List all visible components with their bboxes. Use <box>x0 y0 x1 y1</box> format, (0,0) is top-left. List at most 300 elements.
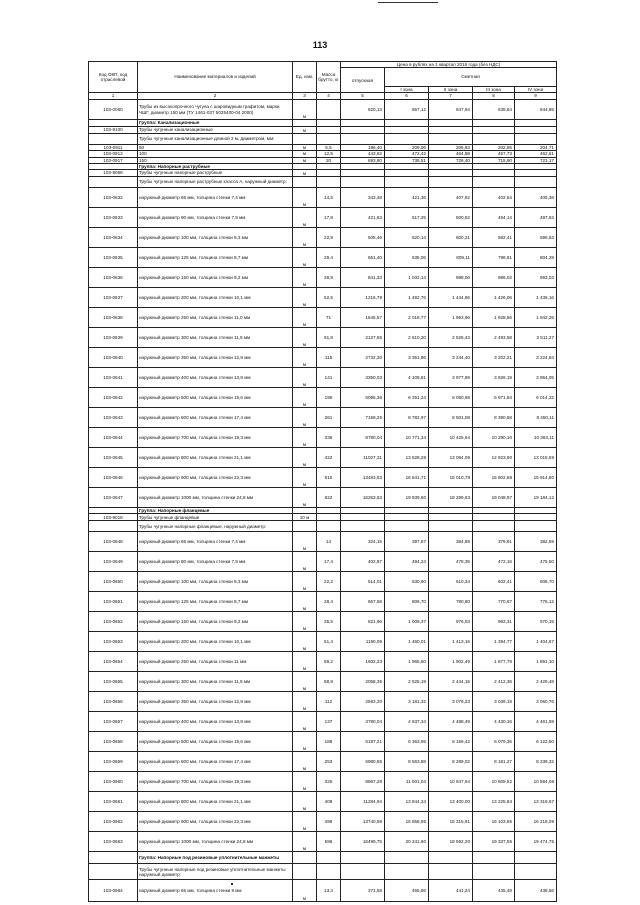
zone2-price-cell: 976,03 <box>429 612 473 632</box>
table-row <box>89 248 557 268</box>
mass-cell: 261 <box>317 408 341 428</box>
scan-dot <box>231 883 233 885</box>
zone1-price-cell: 738,51 <box>385 157 429 163</box>
name-cell: наружный диаметр 900 мм, толщина стенки 22,3 мм <box>138 468 293 488</box>
table-row <box>89 177 557 188</box>
zone4-price-cell <box>515 134 557 145</box>
mass-cell: 253 <box>317 752 341 772</box>
zone1-price-cell: 2 610,20 <box>385 328 429 348</box>
code-cell <box>89 852 138 864</box>
release-price-cell: 324,15 <box>341 532 385 552</box>
mass-cell: 14,5 <box>317 188 341 208</box>
mass-cell: 71 <box>317 308 341 328</box>
unit-cell: м <box>293 652 317 672</box>
zone4-price-cell <box>515 514 557 521</box>
table-row <box>89 864 557 880</box>
zone3-price-cell: 19 048,97 <box>473 488 515 508</box>
release-price-cell: 1645,57 <box>341 308 385 328</box>
mass-cell <box>317 134 341 145</box>
release-price-cell: 13740,59 <box>341 812 385 832</box>
name-cell: наружный диаметр 125 мм, толщина стенки 8,7 мм <box>138 592 293 612</box>
code-cell: 103-0651 <box>89 592 138 612</box>
release-price-cell: 443,62 <box>341 151 385 157</box>
name-cell: наружный диаметр 400 мм, толщина стенки 13,8 мм <box>138 712 293 732</box>
zone1-price-cell: 8 563,88 <box>385 752 429 772</box>
code-cell: 103-0640 <box>89 348 138 368</box>
name-cell: 100 <box>138 151 293 157</box>
unit-cell: м <box>293 308 317 328</box>
name-cell: наружный диаметр 600 мм, толщина стенки 17,4 мм <box>138 408 293 428</box>
zone4-price-cell: 3 224,94 <box>515 348 557 368</box>
zone3-price-cell: 963,31 <box>473 612 515 632</box>
code-cell: 103-0663 <box>89 832 138 852</box>
release-price-cell: 1602,23 <box>341 652 385 672</box>
unit-cell: м <box>293 127 317 134</box>
zone3-price-cell: 13 225,84 <box>473 792 515 812</box>
mass-cell: 336 <box>317 428 341 448</box>
code-cell <box>89 864 138 880</box>
unit-cell: м <box>293 328 317 348</box>
column-number: 2 <box>138 93 293 100</box>
unit-cell: м <box>293 552 317 572</box>
zone1-price-cell: 209,06 <box>385 145 429 151</box>
code-cell: 103-0646 <box>89 468 138 488</box>
zone1-price-cell: 1 008,37 <box>385 612 429 632</box>
mass-cell: 409 <box>317 792 341 812</box>
zone3-price-cell: 435,48 <box>473 880 515 902</box>
mass-cell: 51,4 <box>317 632 341 652</box>
name-cell: наружный диаметр 700 мм, толщина стенки 19,3 мм <box>138 772 293 792</box>
zone1-price-cell: 6 363,65 <box>385 732 429 752</box>
zone2-price-cell: 13 400,00 <box>429 792 473 812</box>
zone3-price-cell: 15 802,68 <box>473 468 515 488</box>
name-cell: наружный диаметр 65 мм, толщина стенки 7,4 мм <box>138 188 293 208</box>
zone1-price-cell: 397,67 <box>385 532 429 552</box>
name-cell: Трубы чугунные напорные под резиновые уплотнительные манжеты наружный диаметр: <box>138 864 293 880</box>
release-price-cell: 841,33 <box>341 268 385 288</box>
zone3-price-cell: 19 337,55 <box>473 832 515 852</box>
zone1-price-cell: 16 541,71 <box>385 468 429 488</box>
name-cell: наружный диаметр 400 мм, толщина стенки 13,8 мм <box>138 368 293 388</box>
header-zone-1: I зона <box>385 86 429 92</box>
release-price-cell <box>341 134 385 145</box>
name-cell: наружный диаметр 1000 мм, толщина стенки 24,8 мм <box>138 832 293 852</box>
zone2-price-cell: 1 444,86 <box>429 288 473 308</box>
zone4-price-cell: 723,17 <box>515 157 557 163</box>
unit-cell: м <box>293 592 317 612</box>
zone4-price-cell: 606,70 <box>515 572 557 592</box>
zone3-price-cell: 1 928,56 <box>473 308 515 328</box>
zone4-price-cell: 475,50 <box>515 552 557 572</box>
zone4-price-cell: 3 954,05 <box>515 368 557 388</box>
unit-cell: м <box>293 388 317 408</box>
zone3-price-cell: 798,61 <box>473 248 515 268</box>
column-number: 4 <box>317 93 341 100</box>
table-row <box>89 408 557 428</box>
zone2-price-cell: 3 244,40 <box>429 348 473 368</box>
release-price-cell: 2058,35 <box>341 672 385 692</box>
column-number: 5 <box>341 93 385 100</box>
zone3-price-cell: 986,02 <box>473 268 515 288</box>
zone2-price-cell: 16 010,78 <box>429 468 473 488</box>
release-price-cell: 2593,20 <box>341 692 385 712</box>
zone1-price-cell: 4 109,81 <box>385 368 429 388</box>
zone4-price-cell: 1 891,10 <box>515 652 557 672</box>
unit-cell: м <box>293 532 317 552</box>
table-row <box>89 752 557 772</box>
zone1-price-cell: 3 351,96 <box>385 348 429 368</box>
mass-cell <box>317 864 341 880</box>
unit-cell: м <box>293 151 317 157</box>
unit-cell: м <box>293 208 317 228</box>
zone1-price-cell: 635,06 <box>385 248 429 268</box>
name-cell: наружный диаметр 65 мм, толщина стенки 7,4 мм <box>138 532 293 552</box>
column-number-row <box>89 93 557 100</box>
unit-cell: м <box>293 170 317 177</box>
code-cell: 103-0642 <box>89 388 138 408</box>
table-row <box>89 812 557 832</box>
table-row <box>89 521 557 532</box>
mass-cell: 36,9 <box>317 268 341 288</box>
table-row <box>89 388 557 408</box>
group-row <box>89 852 557 864</box>
zone1-price-cell: 2 525,19 <box>385 672 429 692</box>
code-cell: 103-9018 <box>89 514 138 521</box>
release-price-cell: 16253,53 <box>341 488 385 508</box>
unit-cell: м <box>293 188 317 208</box>
zone4-price-cell: 2 511,27 <box>515 328 557 348</box>
zone4-price-cell: 970,15 <box>515 612 557 632</box>
mass-cell <box>317 852 341 864</box>
zone3-price-cell: 8 390,58 <box>473 408 515 428</box>
zone1-price-cell: 8 782,97 <box>385 408 429 428</box>
unit-cell <box>293 134 317 145</box>
header-code: Код ОКП, код отраслевой <box>89 62 138 93</box>
code-cell: 103-0632 <box>89 188 138 208</box>
code-cell: 103-0658 <box>89 732 138 752</box>
zone1-price-cell: 806,70 <box>385 592 429 612</box>
name-cell: наружный диаметр 800 мм, толщина стенки 21,1 мм <box>138 792 293 812</box>
zone3-price-cell: 602,41 <box>473 572 515 592</box>
release-price-cell: 3350,03 <box>341 368 385 388</box>
table-row <box>89 170 557 177</box>
name-cell: Трубы чугунные напорные фланцевые, наружный диаметр: <box>138 521 293 532</box>
code-cell: 103-0652 <box>89 612 138 632</box>
zone1-price-cell: 11 001,04 <box>385 772 429 792</box>
zone1-price-cell: 20 241,60 <box>385 832 429 852</box>
code-cell <box>89 177 138 188</box>
unit-cell: м <box>293 408 317 428</box>
zone2-price-cell: 8 501,08 <box>429 408 473 428</box>
table-row <box>89 514 557 521</box>
zone3-price-cell: 379,91 <box>473 532 515 552</box>
mass-cell: 20 <box>317 157 341 163</box>
mass-cell: 498 <box>317 812 341 832</box>
table-row <box>89 188 557 208</box>
name-cell: наружный диаметр 350 мм, толщина стенки 12,8 мм <box>138 692 293 712</box>
release-price-cell: 402,87 <box>341 552 385 572</box>
zone2-price-cell: 726,40 <box>429 157 473 163</box>
zone2-price-cell: 3 977,89 <box>429 368 473 388</box>
zone2-price-cell: 16 315,91 <box>429 812 473 832</box>
name-cell: наружный диаметр 300 мм, толщина стенки 11,9 мм <box>138 672 293 692</box>
header-zone-2: II зона <box>429 86 473 92</box>
mass-cell: 69,2 <box>317 652 341 672</box>
mass-cell: 5,5 <box>317 145 341 151</box>
release-price-cell <box>341 127 385 134</box>
name-cell: наружный диаметр 900 мм, толщина стенки 22,3 мм <box>138 812 293 832</box>
mass-cell: 22,9 <box>317 228 341 248</box>
zone1-price-cell: 1 965,60 <box>385 652 429 672</box>
code-cell: 103-0656 <box>89 692 138 712</box>
zone4-price-cell: 405,38 <box>515 188 557 208</box>
zone3-price-cell <box>473 120 515 127</box>
table-row <box>89 208 557 228</box>
unit-cell: м <box>293 488 317 508</box>
mass-cell <box>317 120 341 127</box>
table-row <box>89 127 557 134</box>
zone1-price-cell: 4 637,34 <box>385 712 429 732</box>
name-cell: наружный диаметр 200 мм, толщина стенки 10,1 мм <box>138 288 293 308</box>
code-cell: 103-0917 <box>89 157 138 163</box>
zone4-price-cell: 4 461,59 <box>515 712 557 732</box>
unit-cell: м <box>293 248 317 268</box>
zone1-price-cell <box>385 852 429 864</box>
column-number: 3 <box>293 93 317 100</box>
table-row <box>89 572 557 592</box>
zone4-price-cell <box>515 864 557 880</box>
zone3-price-cell: 472,16 <box>473 552 515 572</box>
table-row <box>89 672 557 692</box>
code-cell: 103-0641 <box>89 368 138 388</box>
zone1-price-cell <box>385 514 429 521</box>
name-cell: наружный диаметр 250 мм, толщина стенки 11,0 мм <box>138 308 293 328</box>
zone3-price-cell <box>473 864 515 880</box>
header-zone-3: III зона <box>473 86 515 92</box>
name-cell: наружный диаметр 100 мм, толщина стенки 8,3 мм <box>138 228 293 248</box>
unit-cell: м <box>293 100 317 120</box>
release-price-cell: 5187,21 <box>341 732 385 752</box>
zone3-price-cell: 12 923,90 <box>473 448 515 468</box>
unit-cell: м <box>293 288 317 308</box>
zone2-price-cell: 205,83 <box>429 145 473 151</box>
unit-cell: м <box>293 712 317 732</box>
zone2-price-cell: 13 094,09 <box>429 448 473 468</box>
zone2-price-cell: 407,62 <box>429 188 473 208</box>
zone2-price-cell: 500,62 <box>429 208 473 228</box>
zone4-price-cell: 596,63 <box>515 228 557 248</box>
unit-cell <box>293 120 317 127</box>
code-cell: 103-0657 <box>89 712 138 732</box>
zone4-price-cell: 13 015,59 <box>515 448 557 468</box>
zone3-price-cell: 6 079,35 <box>473 732 515 752</box>
zone4-price-cell: 15 914,80 <box>515 468 557 488</box>
zone4-price-cell: 462,61 <box>515 151 557 157</box>
table-row <box>89 134 557 145</box>
release-price-cell: 2127,65 <box>341 328 385 348</box>
release-price-cell: 343,48 <box>341 188 385 208</box>
header-zone-4: IV зона <box>515 86 557 92</box>
unit-cell: м <box>293 612 317 632</box>
mass-cell: 188 <box>317 732 341 752</box>
table-row <box>89 612 557 632</box>
zone3-price-cell <box>473 170 515 177</box>
mass-cell: 35,5 <box>317 612 341 632</box>
release-price-cell: 421,63 <box>341 208 385 228</box>
zone3-price-cell <box>473 521 515 532</box>
top-scan-mark <box>378 2 438 3</box>
table-row <box>89 428 557 448</box>
release-price-cell: 821,96 <box>341 612 385 632</box>
unit-cell: м <box>293 692 317 712</box>
zone3-price-cell: 592,41 <box>473 228 515 248</box>
name-cell: наружный диаметр 150 мм, толщина стенки 9,2 мм <box>138 268 293 288</box>
zone2-price-cell: 2 526,43 <box>429 328 473 348</box>
zone2-price-cell: 478,35 <box>429 552 473 572</box>
unit-cell <box>293 521 317 532</box>
zone1-price-cell: 6 251,24 <box>385 388 429 408</box>
zone3-price-cell <box>473 177 515 188</box>
zone4-price-cell: 993,03 <box>515 268 557 288</box>
name-cell: наружный диаметр 800 мм, толщина стенки 21,1 мм <box>138 448 293 468</box>
release-price-cell: 657,58 <box>341 592 385 612</box>
code-cell: 103-0655 <box>89 672 138 692</box>
name-cell: наружный диаметр 600 мм, толщина стенки 17,4 мм <box>138 752 293 772</box>
zone1-price-cell <box>385 120 429 127</box>
table-row <box>89 592 557 612</box>
table-row <box>89 552 557 572</box>
zone1-price-cell: 1 460,01 <box>385 632 429 652</box>
zone1-price-cell: 620,14 <box>385 228 429 248</box>
zone2-price-cell: 10 425,64 <box>429 428 473 448</box>
header-release-price: отпускная <box>341 68 385 93</box>
zone2-price-cell: 1 902,49 <box>429 652 473 672</box>
mass-cell: 137 <box>317 712 341 732</box>
name-cell: наружный диаметр 100 мм, толщина стенки 8,3 мм <box>138 572 293 592</box>
name-cell: Трубы чугунные канализационные <box>138 127 293 134</box>
zone3-price-cell: 770,67 <box>473 592 515 612</box>
table-row <box>89 692 557 712</box>
zone1-price-cell <box>385 864 429 880</box>
code-cell <box>89 134 138 145</box>
zone2-price-cell: 647,94 <box>429 100 473 120</box>
unit-cell: м <box>293 428 317 448</box>
code-cell: 103-0645 <box>89 448 138 468</box>
zone1-price-cell <box>385 134 429 145</box>
release-price-cell <box>341 864 385 880</box>
zone1-price-cell: 494,24 <box>385 552 429 572</box>
table-row <box>89 368 557 388</box>
zone2-price-cell <box>429 120 473 127</box>
release-price-cell <box>341 514 385 521</box>
release-price-cell <box>341 521 385 532</box>
unit-cell: м <box>293 448 317 468</box>
code-cell: 103-0659 <box>89 752 138 772</box>
zone2-price-cell <box>429 127 473 134</box>
zone3-price-cell: 202,55 <box>473 145 515 151</box>
mass-cell <box>317 127 341 134</box>
zone4-price-cell: 1 404,67 <box>515 632 557 652</box>
release-price-cell: 620,13 <box>341 100 385 120</box>
zone2-price-cell: 610,34 <box>429 572 473 592</box>
header-price: Цена в рублях на 1 квартал 2016 года (без НДС) <box>341 62 557 68</box>
zone3-price-cell: 3 926,19 <box>473 368 515 388</box>
zone4-price-cell: 1 436,16 <box>515 288 557 308</box>
code-cell: 103-0050 <box>89 100 138 120</box>
unit-cell: м <box>293 772 317 792</box>
code-cell <box>89 521 138 532</box>
mass-cell: 596 <box>317 832 341 852</box>
zone1-price-cell <box>385 521 429 532</box>
unit-cell: м <box>293 468 317 488</box>
zone2-price-cell: 19 299,63 <box>429 488 473 508</box>
zone2-price-cell <box>429 864 473 880</box>
zone4-price-cell: 804,29 <box>515 248 557 268</box>
zone1-price-cell: 2 018,77 <box>385 308 429 328</box>
zone4-price-cell <box>515 127 557 134</box>
mass-cell <box>317 514 341 521</box>
zone1-price-cell <box>385 177 429 188</box>
mass-cell: 52,5 <box>317 288 341 308</box>
zone3-price-cell: 10 509,52 <box>473 772 515 792</box>
mass-cell: 17,8 <box>317 208 341 228</box>
zone2-price-cell <box>429 852 473 864</box>
unit-cell: м <box>293 348 317 368</box>
name-cell: наружный диаметр 300 мм, толщина стенки 11,9 мм <box>138 328 293 348</box>
name-cell: Трубы чугунные канализационные длиной 2 м, диаметром, мм: <box>138 134 293 145</box>
price-table-body <box>89 100 557 902</box>
unit-cell: м <box>293 832 317 852</box>
column-number: 9 <box>515 93 557 100</box>
table-row <box>89 632 557 652</box>
name-cell: Трубы из высокопрочного чугуна с шаровидным графитом, марки ЧШГ, диаметр 150 мм (ТУ 1461-037 5025400-04 2000) <box>138 100 293 120</box>
zone3-price-cell: 8 181,27 <box>473 752 515 772</box>
code-cell: 103-0649 <box>89 552 138 572</box>
zone4-price-cell: 776,12 <box>515 592 557 612</box>
code-cell: 103-0647 <box>89 488 138 508</box>
zone1-price-cell: 517,25 <box>385 208 429 228</box>
name-cell: наружный диаметр 700 мм, толщина стенки 19,3 мм <box>138 428 293 448</box>
mass-cell <box>317 170 341 177</box>
code-cell: 103-0650 <box>89 572 138 592</box>
mass-cell: 325 <box>317 772 341 792</box>
zone1-price-cell <box>385 127 429 134</box>
release-price-cell: 1190,09 <box>341 632 385 652</box>
zone2-price-cell: 441,24 <box>429 880 473 902</box>
zone3-price-cell: 494,14 <box>473 208 515 228</box>
page-number: 113 <box>312 40 328 50</box>
name-cell: наружный диаметр 350 мм, толщина стенки 12,8 мм <box>138 348 293 368</box>
header-unit: Ед. изм. <box>293 62 317 93</box>
code-cell: 103-0635 <box>89 248 138 268</box>
zone4-price-cell: 497,63 <box>515 208 557 228</box>
table-row <box>89 652 557 672</box>
mass-cell: 12,5 <box>317 151 341 157</box>
table-row <box>89 532 557 552</box>
code-cell: 103-0911 <box>89 145 138 151</box>
zone1-price-cell: 13 844,34 <box>385 792 429 812</box>
table-row <box>89 348 557 368</box>
zone2-price-cell: 2 444,15 <box>429 672 473 692</box>
code-cell: 103-0644 <box>89 428 138 448</box>
unit-cell <box>293 177 317 188</box>
unit-cell: м <box>293 752 317 772</box>
zone3-price-cell: 3 202,21 <box>473 348 515 368</box>
release-price-cell <box>341 170 385 177</box>
zone2-price-cell: 1 413,16 <box>429 632 473 652</box>
zone4-price-cell <box>515 852 557 864</box>
mass-cell: 622 <box>317 488 341 508</box>
